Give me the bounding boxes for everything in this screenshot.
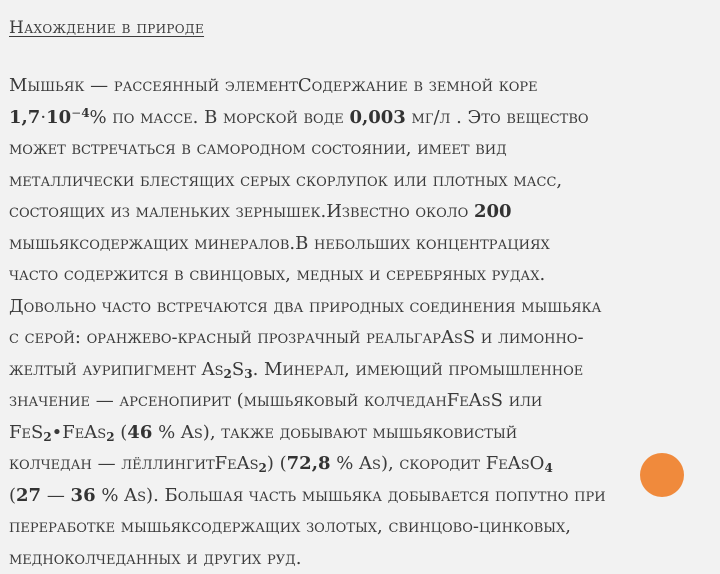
text-line: желтый аурипигмент $As_2S_3$. Минерал, имеющий промышленное (9, 354, 714, 386)
text-line: металлически блестящих серых скорлупок или плотных масс, (9, 165, 714, 197)
text-line: медноколчеданных и других руд. (9, 543, 714, 574)
text-line: может встречаться в самородном состоянии, имеет вид (9, 133, 714, 165)
text-line: значение — арсенопирит (мышьяковый колчеданFeAsS или (9, 385, 714, 417)
text-line: с серой: оранжево-красный прозрачный реальгарAsS и лимонно- (9, 322, 714, 354)
slide-title: Нахождение в природе (9, 18, 204, 38)
text-line: состоящих из маленьких зернышек.Известно около 200 (9, 196, 714, 228)
slide-body (9, 70, 714, 574)
decorative-circle (640, 453, 684, 497)
text-line: мышьяксодержащих минералов.В небольших концентрациях (9, 228, 714, 260)
text-line: Довольно часто встречаются два природных соединения мышьяка (9, 291, 714, 323)
text-line: $1,7\cdot 10^{-4}\%$ по массе. В морской воде 0,003 мг/л . Это вещество (9, 102, 714, 134)
text-line: (27 — 36 % As). Большая часть мышьяка добывается попутно при (9, 480, 714, 512)
text-line: переработке мышьяксодержащих золотых, свинцово-цинковых, (9, 511, 714, 543)
text-line: часто содержится в свинцовых, медных и серебряных рудах. (9, 259, 714, 291)
text-line: Мышьяк — рассеянный элементСодержание в земной коре (9, 70, 714, 102)
text-line: колчедан — лёллингитFeAs$_2$) (72,8 % As), скородит FeAsO$_4$ (9, 448, 714, 480)
text-line: FeS$_2$•FeAs$_2$ (46 % As), также добывают мышьяковистый (9, 417, 714, 449)
